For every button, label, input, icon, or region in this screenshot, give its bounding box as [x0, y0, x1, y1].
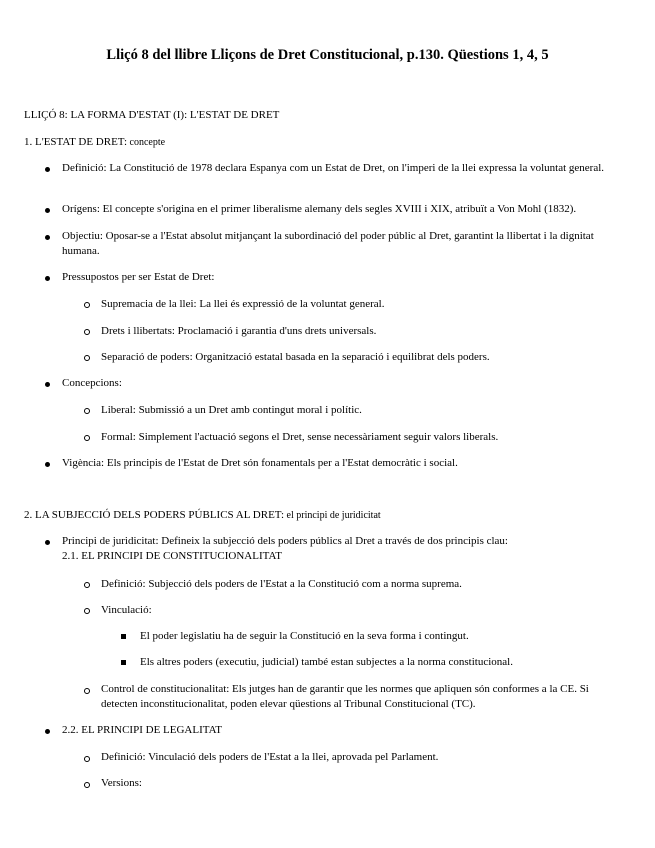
list-item-objectiu: Objectiu: Oposar-se a l'Estat absolut mitjançant la subordinació del poder públic al Dret, garantint la llibertat i la dignitat humana.	[62, 230, 594, 257]
bullet-circle-icon	[84, 688, 90, 694]
bullet-dot-icon	[45, 462, 50, 467]
bullet-circle-icon	[84, 782, 90, 788]
list-item-drets: Drets i llibertats: Proclamació i garantia d'uns drets universals.	[101, 325, 377, 337]
bullet-circle-icon	[84, 435, 90, 441]
section1-heading-main: 1. L'ESTAT DE DRET:	[24, 136, 128, 148]
list-item-liberal: Liberal: Submissió a un Dret amb contingut moral i polític.	[101, 404, 362, 416]
bullet-dot-icon	[45, 208, 50, 213]
list-item-versions: Versions:	[101, 777, 142, 789]
subsection-2-1-title: 2.1. EL PRINCIPI DE CONSTITUCIONALITAT	[62, 550, 282, 562]
list-item-concepcions: Concepcions:	[62, 377, 122, 389]
section2-heading	[24, 508, 381, 523]
section2-heading-sub: el principi de juridicitat	[284, 510, 381, 521]
bullet-dot-icon	[45, 167, 50, 172]
bullet-circle-icon	[84, 408, 90, 414]
subsection-2-2-title: 2.2. EL PRINCIPI DE LEGALITAT	[62, 724, 223, 736]
bullet-square-icon	[121, 660, 126, 665]
list-item-pressupostos: Pressupostos per ser Estat de Dret:	[62, 271, 215, 283]
bullet-circle-icon	[84, 608, 90, 614]
list-item-separacio: Separació de poders: Organització estatal basada en la separació i equilibrat dels poders.	[101, 351, 490, 363]
list-item-altres-poders: Els altres poders (executiu, judicial) també estan subjectes a la norma constitucional.	[140, 656, 513, 668]
bullet-circle-icon	[84, 329, 90, 335]
list-item-supremacia: Supremacia de la llei: La llei és expressió de la voluntat general.	[101, 298, 385, 310]
bullet-circle-icon	[84, 302, 90, 308]
document-title: Lliçó 8 del llibre Lliçons de Dret Constitucional, p.130. Qüestions 1, 4, 5	[106, 47, 549, 63]
lesson-heading: LLIÇÓ 8: LA FORMA D'ESTAT (I): L'ESTAT DE DRET	[24, 109, 280, 121]
bullet-square-icon	[121, 634, 126, 639]
list-item-control-line2: detecten inconstitucionalitat, poden elevar qüestions al Tribunal Constitucional (TC).	[101, 698, 476, 710]
bullet-dot-icon	[45, 540, 50, 545]
section2-heading-main: 2. LA SUBJECCIÓ DELS PODERS PÚBLICS AL DRET:	[24, 509, 285, 521]
list-item-definicio-constitucionalitat: Definició: Subjecció dels poders de l'Estat a la Constitució com a norma suprema.	[101, 578, 462, 590]
list-item-control-line1: Control de constitucionalitat: Els jutges han de garantir que les normes que apliquen són conformes a la CE. Si	[101, 683, 589, 695]
bullet-dot-icon	[45, 276, 50, 281]
bullet-dot-icon	[45, 729, 50, 734]
list-item-vigencia: Vigència: Els principis de l'Estat de Dret són fonamentals per a l'Estat democràtic i social.	[62, 457, 458, 469]
list-item-poder-legislatiu: El poder legislatiu ha de seguir la Constitució en la seva forma i contingut.	[140, 630, 469, 642]
list-item-formal: Formal: Simplement l'actuació segons el Dret, sense necessàriament seguir valors liberals.	[101, 431, 499, 443]
list-item-origens: Orígens: El concepte s'origina en el primer liberalisme alemany dels segles XVIII i XIX, atribuït a Von Mohl (1832).	[62, 203, 577, 215]
list-item-juridicitat: Principi de juridicitat: Defineix la subjecció dels poders públics al Dret a través de dos principis clau:	[62, 535, 508, 547]
bullet-circle-icon	[84, 582, 90, 588]
bullet-circle-icon	[84, 756, 90, 762]
list-item-vinculacio: Vinculació:	[101, 604, 152, 616]
section1-heading-sub: concepte	[127, 137, 166, 148]
bullet-dot-icon	[45, 382, 50, 387]
list-item-definicio: Definició: La Constitució de 1978 declara Espanya com un Estat de Dret, on l'imperi de la llei expressa la voluntat general.	[62, 162, 605, 174]
bullet-dot-icon	[45, 235, 50, 240]
section1-heading	[24, 135, 165, 150]
bullet-circle-icon	[84, 355, 90, 361]
list-item-definicio-legalitat: Definició: Vinculació dels poders de l'Estat a la llei, aprovada pel Parlament.	[101, 751, 439, 763]
